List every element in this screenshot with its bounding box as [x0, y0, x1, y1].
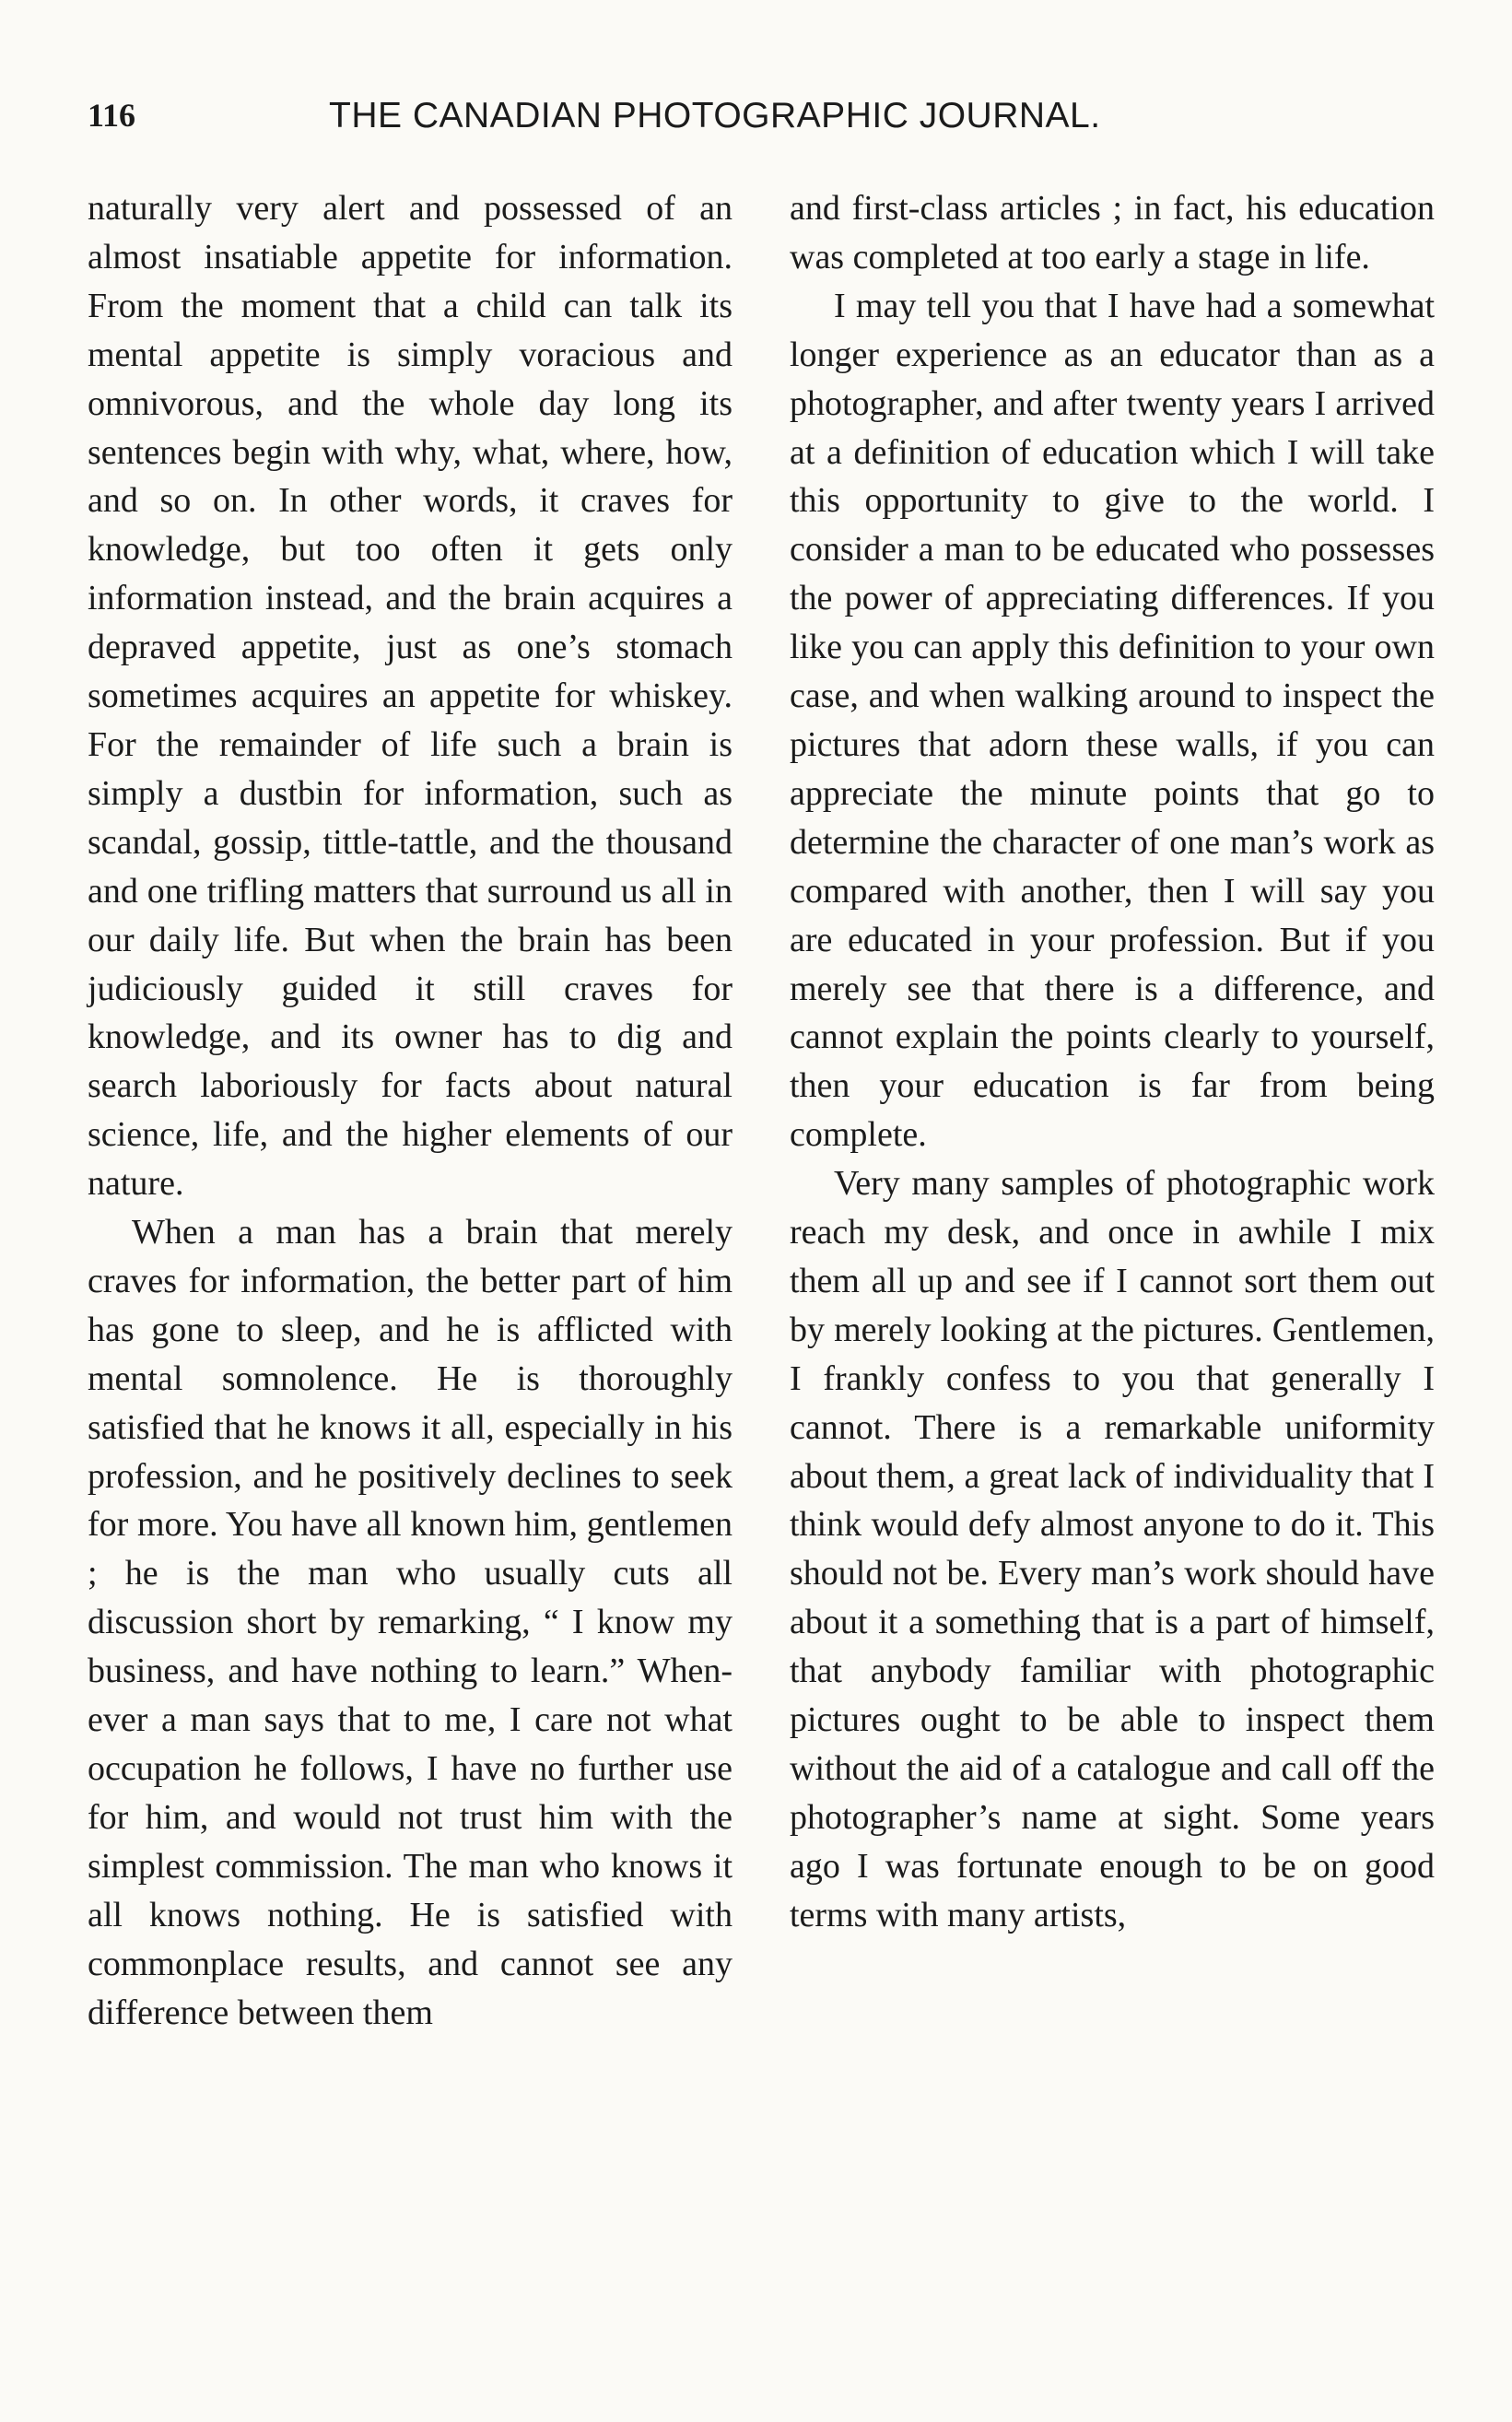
paragraph: and first-class articles ; in fact, his education was completed at too early a stage in life.	[790, 189, 1435, 276]
paragraph: Very many samples of photographic work reach my desk, and once in awhile I mix them all up and see if I cannot sort them out by merely looking at the pictures. Gentlemen, I frankly confess to you that generally I cannot. There is a remarkable uniformity about them, a great lack of individuality that I think would defy almost anyone to do it. This should not be. Every man’s work should have about it a something that is a part of himself, that anybody familiar with photographic pictures ought to be able to inspect them without the aid of a catalogue and call off the photographer’s name at sight. Some years ago I was fortunate enough to be on good terms with many artists,	[790, 1164, 1435, 1934]
paragraph: I may tell you that I have had a somewhat longer experience as an educator than as a photographer, and after twenty years I arrived at a definition of education which I will take this opportunity to give to the world. I consider a man to be educated who possesses the power of appreciating differences. If you like you can apply this definition to your own case, and when walking around to inspect the pictures that adorn these walls, if you can appreciate the minute points that go to determine the character of one man’s work as compared with another, then I will say you are educated in your profession. But if you merely see that there is a difference, and cannot explain the points clearly to yourself, then your education is far from being complete.	[790, 286, 1435, 1155]
page-number: 116	[88, 97, 136, 134]
paragraph: When a man has a brain that merely craves for information, the better part of him has gone to sleep, and he is afflicted with mental somnolence. He is thoroughly satisfied that he knows it all, especially in his profession, and he positively declines to seek for more. You have all known him, gentlemen ; he is the man who usually cuts all discussion short by remarking, “ I know my business, and have nothing to learn.” Whenever a man says that to me, I care not what occupation he follows, I have no further use for him, and would not trust him with the simplest commission. The man who knows it all knows nothing. He is satisfied with commonplace results, and cannot see any difference between them	[88, 1213, 733, 2032]
running-header	[88, 96, 1433, 147]
journal-title: THE CANADIAN PHOTOGRAPHIC JOURNAL.	[329, 96, 1101, 135]
paragraph: naturally very alert and possessed of an almost insatiable appetite for information. From the moment that a child can talk its mental appetite is simply voracious and omnivorous, and the whole day long its sentences begin with why, what, where, how, and so on. In other words, it craves for knowledge, but too often it gets only information instead, and the brain acquires a depraved appetite, just as one’s stomach sometimes acquires an appetite for whiskey. For the remainder of life such a brain is simply a dustbin for information, such as scandal, gossip, tittle-tattle, and the thousand and one trifling matters that surround us all in our daily life. But when the brain has been judiciously guided it still craves for knowledge, and its owner has to dig and search laboriously for facts about natural science, life, and the higher elements of our nature.	[88, 189, 733, 1204]
left-column	[88, 184, 733, 2037]
right-column	[790, 184, 1435, 1940]
